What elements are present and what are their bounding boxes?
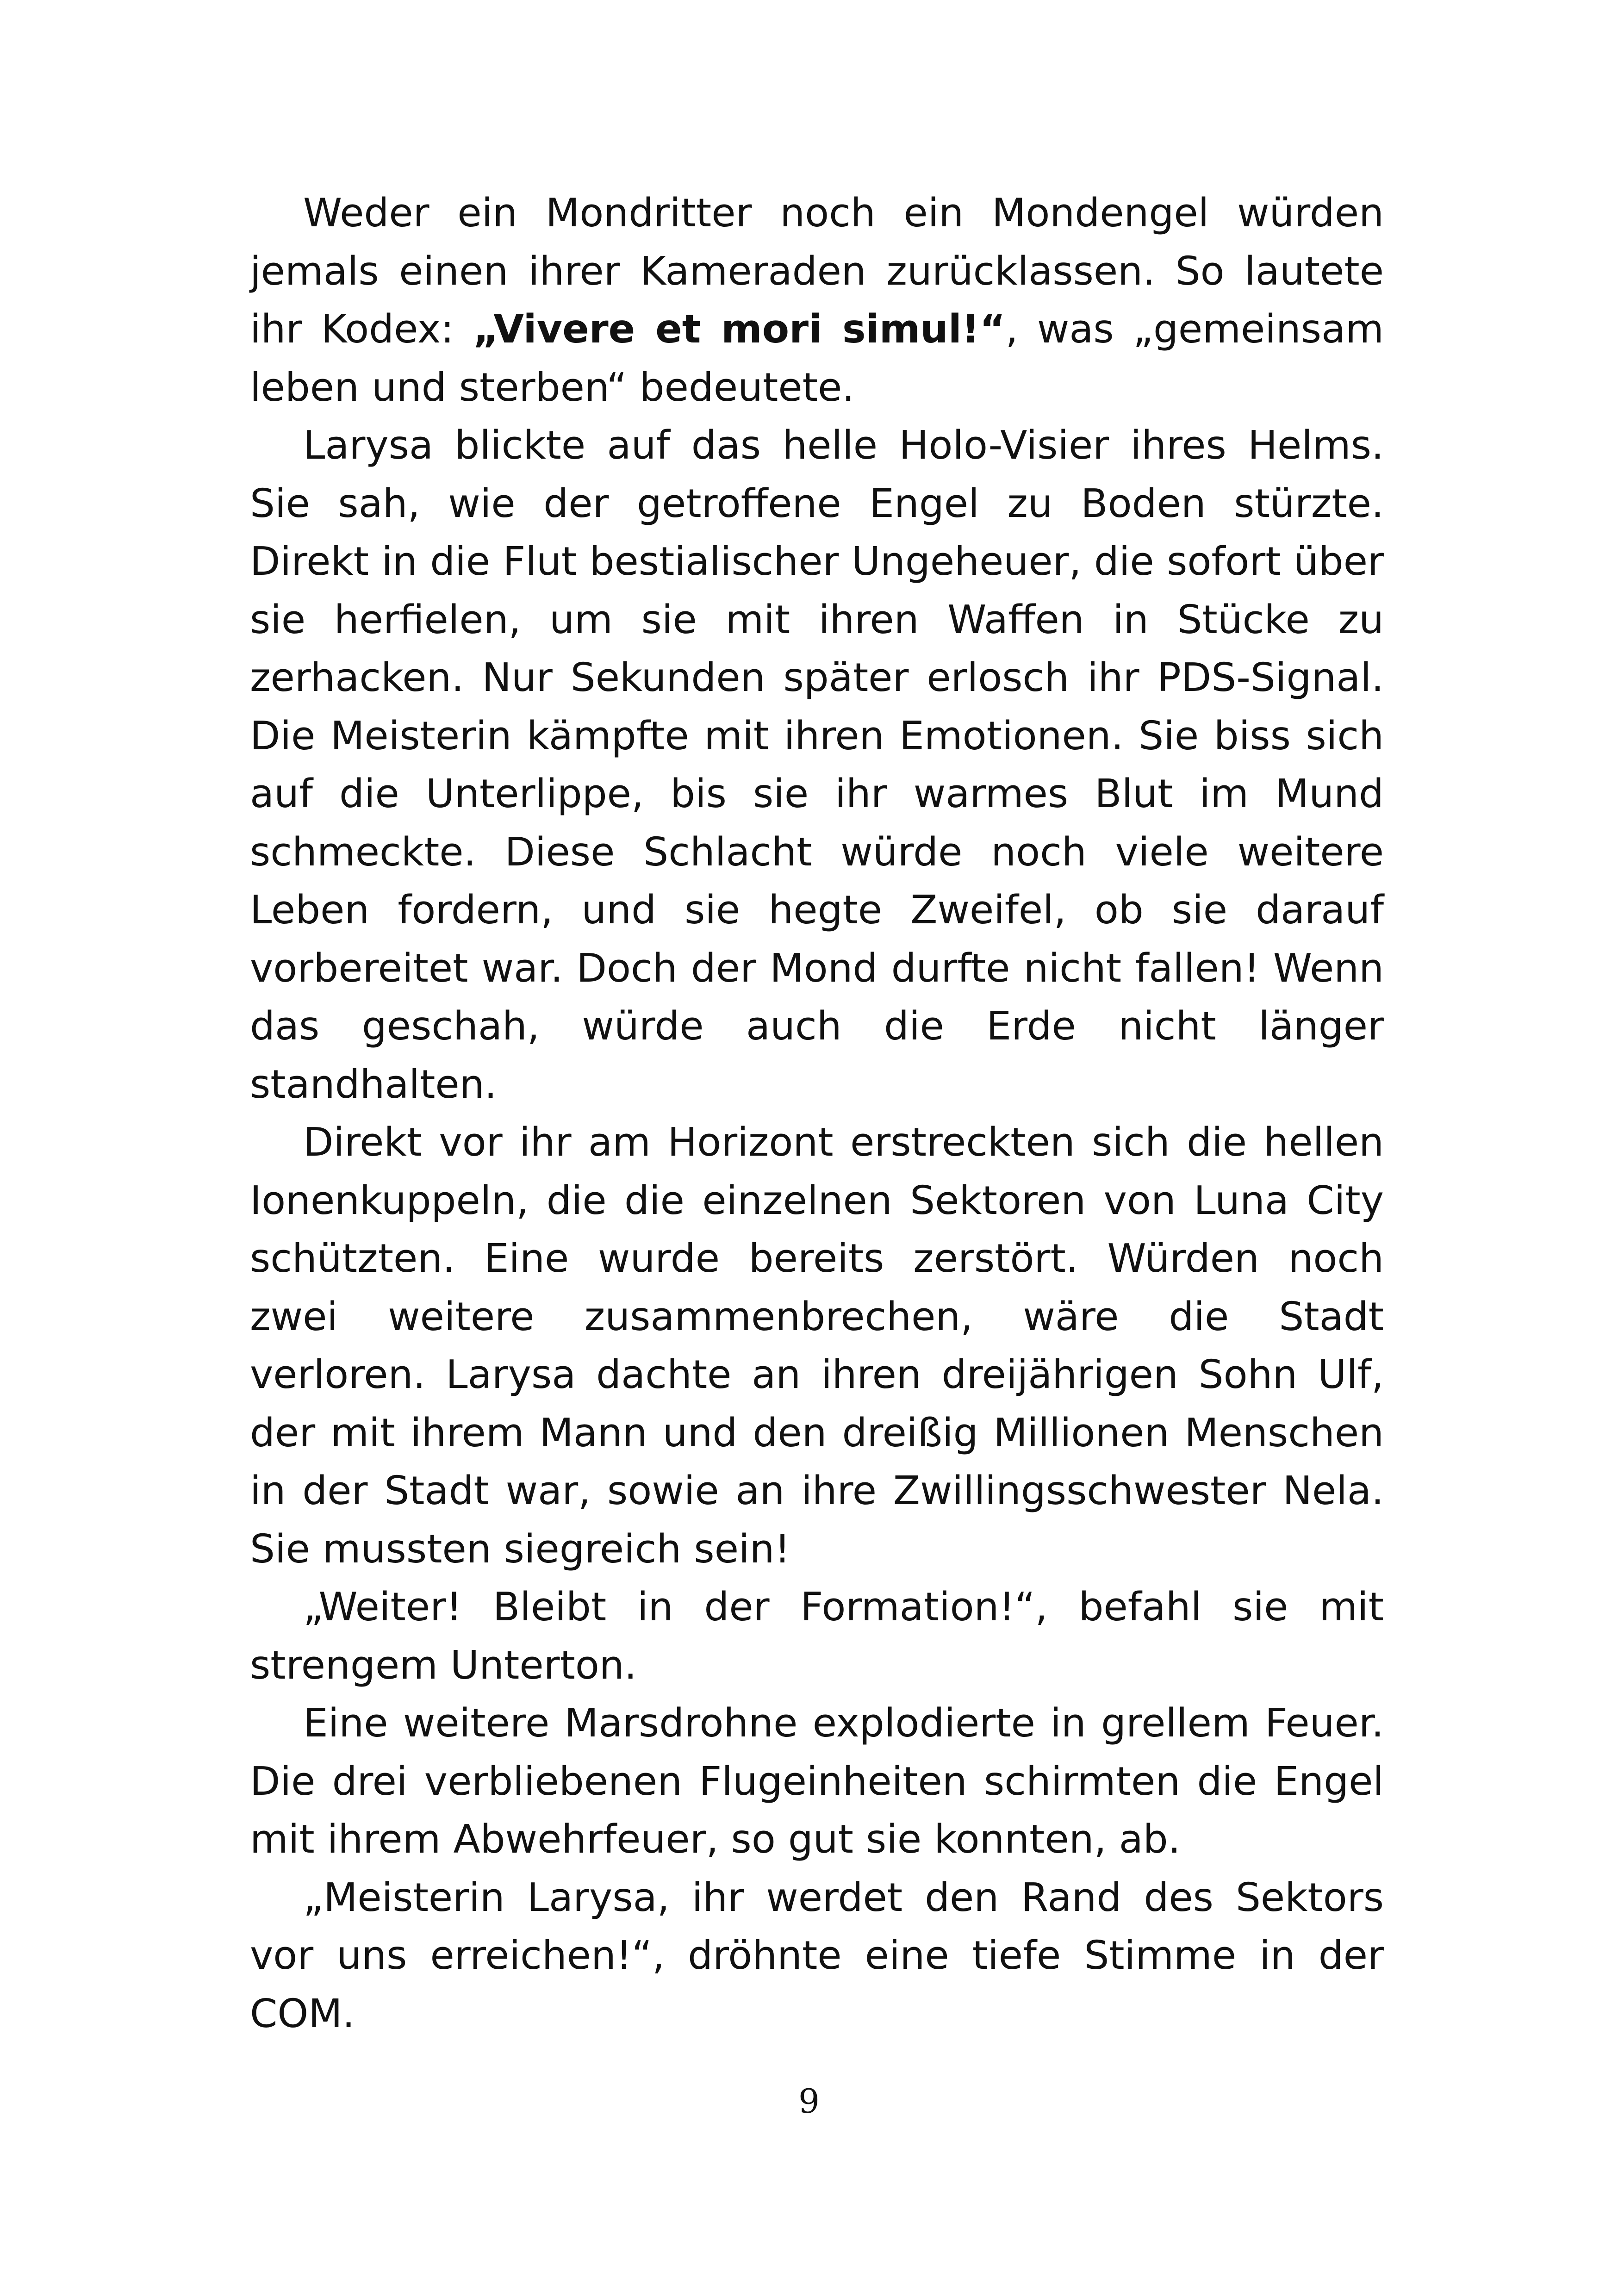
paragraph-2: Larysa blickte auf das helle Holo-Visier ihres Helms. Sie sah, wie der getroffene Engel zu Boden stürzte. Direkt in die Flut bestialischer Ungeheuer, die sofort über sie herfielen, um sie mit ihren Waffen in Stücke zu zerhacken. Nur Sekunden später erlosch ihr PDS-Signal. Die Meisterin kämpfte mit ihren Emotionen. Sie biss sich auf die Unterlippe, bis sie ihr warmes Blut im Mund schmeckte. Diese Schlacht würde noch viele weitere Leben fordern, und sie hegte Zweifel, ob sie darauf vorbereitet war. Doch der Mond durfte nicht fallen! Wenn das geschah, würde auch die Erde nicht länger standhalten. — [250, 423, 1384, 1108]
page-number: 9 — [798, 2082, 820, 2121]
paragraph-6: „Meisterin Larysa, ihr werdet den Rand des Sektors vor uns erreichen!“, dröhnte eine tiefe Stimme in der COM. — [250, 1874, 1384, 2037]
body-text — [250, 184, 1384, 2043]
paragraph-1-text-end: , was „gemeinsam leben und sterben“ bedeutete. — [250, 306, 1384, 411]
paragraph-5: Eine weitere Marsdrohne explodierte in grellem Feuer. Die drei verbliebenen Flugeinheiten schirmten die Engel mit ihrem Abwehrfeuer, so gut sie konnten, ab. — [250, 1700, 1384, 1862]
paragraph-1 — [250, 184, 1384, 417]
codex-quote: „Vivere et mori simul!“ — [473, 306, 1006, 352]
paragraph-4: „Weiter! Bleibt in der Formation!“, befahl sie mit strengem Unterton. — [250, 1584, 1384, 1688]
paragraph-3: Direkt vor ihr am Horizont erstreckten sich die hellen Ionenkuppeln, die die einzelnen Sektoren von Luna City schützten. Eine wurde bereits zerstört. Würden noch zwei weitere zusammenbrechen, wäre die Stadt verloren. Larysa dachte an ihren dreijährigen Sohn Ulf, der mit ihrem Mann und den dreißig Millionen Menschen in der Stadt war, sowie an ihre Zwillingsschwester Nela. Sie mussten siegreich sein! — [250, 1120, 1384, 1572]
paragraph-1-text-start: Weder ein Mondritter noch ein Mondengel würden jemals einen ihrer Kameraden zurücklassen. So lautete ihr Kodex: — [250, 190, 1384, 352]
